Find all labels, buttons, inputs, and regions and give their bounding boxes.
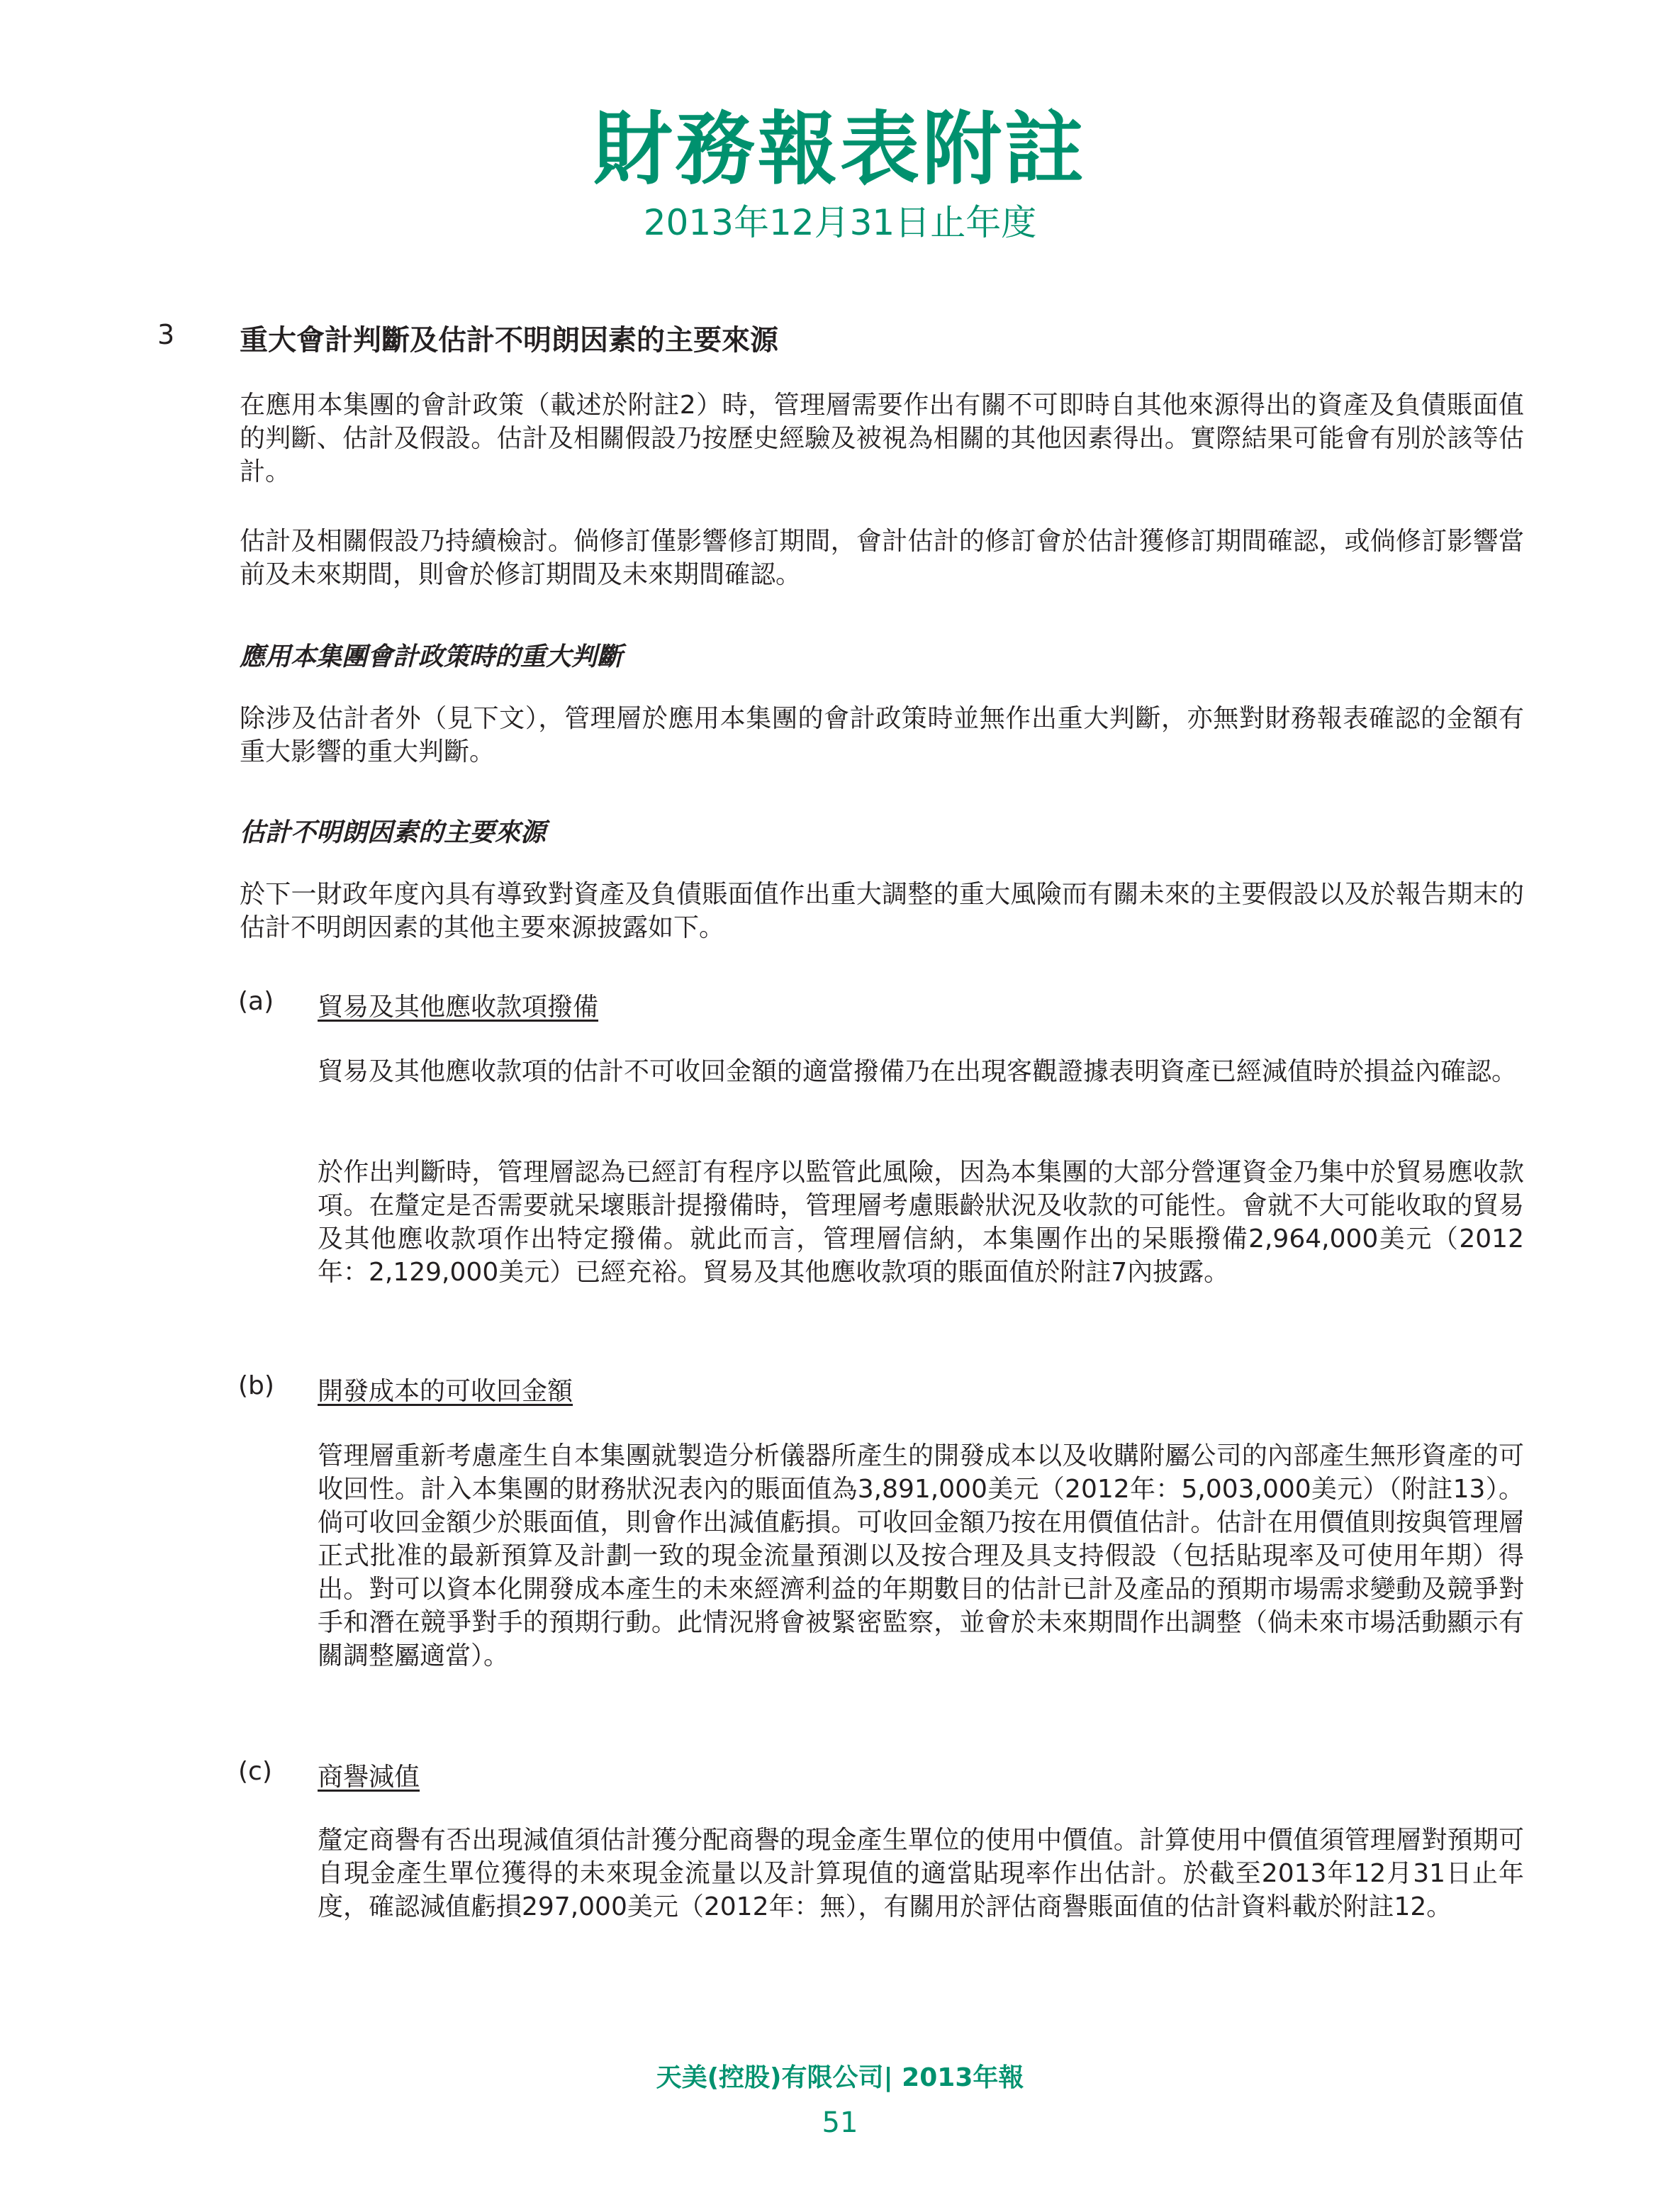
section-heading: 重大會計判斷及估計不明朗因素的主要來源 [240,324,778,357]
section-number: 3 [157,319,175,350]
intro-paragraph-1: 在應用本集團的會計政策（載述於附註2）時，管理層需要作出有關不可即時自其他來源得出的資產及負債賬面值的判斷、估計及假設。估計及相關假設乃按歷史經驗及被視為相關的其他因素得出。實際結果可能會有別於該等估計。 [240,391,1524,486]
footer-company: 天美(控股)有限公司| 2013年報 [656,2063,1024,2092]
page-number: 51 [822,2106,858,2139]
item-c-paragraph: 釐定商譽有否出現減值須估計獲分配商譽的現金產生單位的使用中價值。計算使用中價值須管理層對預期可自現金產生單位獲得的未來現金流量以及計算現值的適當貼現率作出估計。於截至2013年12月31日止年度，確認減值虧損297,000美元（2012年：無），有關用於評估商譽賬面值的估計資料載於附註12。 [318,1826,1524,1921]
page-subtitle: 2013年12月31日止年度 [643,202,1037,244]
intro-paragraph-2: 估計及相關假設乃持續檢討。倘修訂僅影響修訂期間，會計估計的修訂會於估計獲修訂期間確認，或倘修訂影響當前及未來期間，則會於修訂期間及未來期間確認。 [240,527,1524,589]
item-c-title: 商譽減值 [318,1763,420,1792]
item-a-paragraph-1: 貿易及其他應收款項的估計不可收回金額的適當撥備乃在出現客觀證據表明資產已經減值時於損益內確認。 [318,1057,1518,1086]
item-b-paragraph: 管理層重新考慮產生自本集團就製造分析儀器所產生的開發成本以及收購附屬公司的內部產生無形資產的可收回性。計入本集團的財務狀況表內的賬面值為3,891,000美元（2012年：5,003,000美元）（附註13）。倘可收回金額少於賬面值，則會作出減值虧損。可收回金額乃按在用價值估計。估計在用價值則按與管理層正式批准的最新預算及計劃一致的現金流量預測以及按合理及具支持假設（包括貼現率及可使用年期）得出。對可以資本化開發成本產生的未來經濟利益的年期數目的估計已計及產品的預期市場需求變動及競爭對手和潛在競爭對手的預期行動。此情況將會被緊密監察，並會於未來期間作出調整（倘未來市場活動顯示有關調整屬適當）。 [318,1441,1524,1670]
page-title: 財務報表附註 [593,104,1087,196]
item-b-letter: (b) [238,1371,274,1400]
item-a-letter: (a) [238,987,274,1016]
item-c-letter: (c) [238,1757,272,1786]
item-b-title: 開發成本的可收回金額 [318,1377,573,1406]
uncertainty-paragraph: 於下一財政年度內具有導致對資產及負債賬面值作出重大調整的重大風險而有關未來的主要假設以及於報告期末的估計不明朗因素的其他主要來源披露如下。 [240,880,1524,942]
judgement-paragraph: 除涉及估計者外（見下文），管理層於應用本集團的會計政策時並無作出重大判斷，亦無對財務報表確認的金額有重大影響的重大判斷。 [240,704,1524,766]
item-a-title: 貿易及其他應收款項撥備 [318,993,599,1022]
item-a-paragraph-2: 於作出判斷時，管理層認為已經訂有程序以監管此風險，因為本集團的大部分營運資金乃集中於貿易應收款項。在釐定是否需要就呆壞賬計提撥備時，管理層考慮賬齡狀況及收款的可能性。會就不大可能收取的貿易及其他應收款項作出特定撥備。就此而言，管理層信納，本集團作出的呆賬撥備2,964,000美元（2012年：2,129,000美元）已經充裕。貿易及其他應收款項的賬面值於附註7內披露。 [318,1158,1524,1287]
subheading-uncertainty: 估計不明朗因素的主要來源 [240,818,547,847]
subheading-judgements: 應用本集團會計政策時的重大判斷 [240,642,623,671]
page-footer [0,2058,1680,2139]
